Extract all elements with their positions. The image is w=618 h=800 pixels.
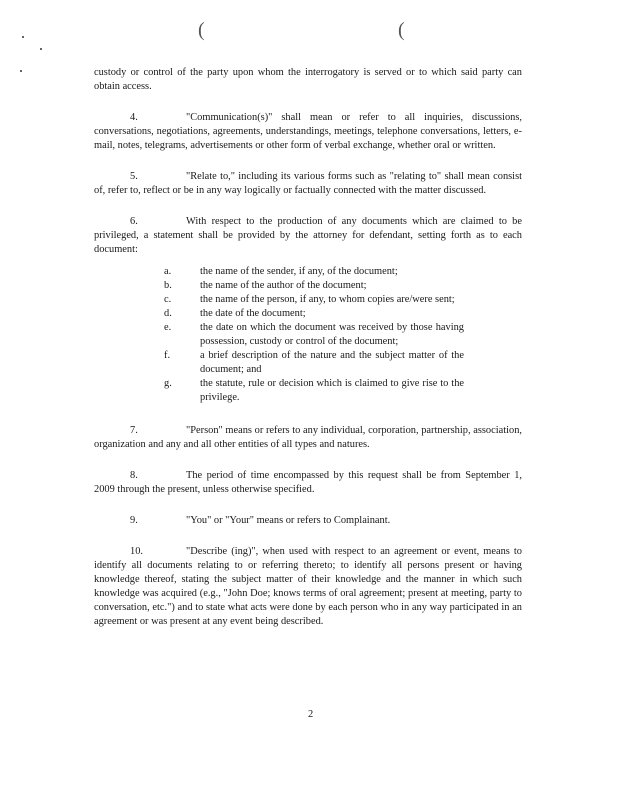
- list-item: f. a brief description of the nature and the subject matter of the document; and: [164, 350, 464, 375]
- list-item: a. the name of the sender, if any, of the document;: [164, 266, 398, 277]
- intro-paragraph: custody or control of the party upon whom the interrogatory is served or to which said party can obtain access.: [94, 67, 522, 92]
- definition-paragraph-7: [94, 424, 522, 452]
- list-item: d. the date of the document;: [164, 308, 306, 319]
- paragraph-text: "You" or "Your" means or refers to Complainant.: [186, 515, 391, 526]
- paragraph-text: "Describe (ing)", when used with respect to an agreement or event, means to identify all documents relating to or referring thereto; to identify all persons present or having knowledge thereof, stating the subject matter of their knowledge and the manner in which such knowledge was acquired (e.g., "John Doe; knows terms of oral agreement; present at meeting, party to conversation, etc.") and to state what acts were done by each person who in any way participated in an agreement or was present at any event being described.: [94, 546, 522, 627]
- page-number: 2: [308, 709, 314, 720]
- scan-mark-right: (: [398, 19, 405, 41]
- document-body: [94, 66, 522, 646]
- scan-mark-left: (: [198, 19, 205, 41]
- paragraph-text: The period of time encompassed by this request shall be from September 1, 2009 through the present, unless otherwise specified.: [94, 470, 522, 495]
- list-item: e. the date on which the document was received by those having possession, custody or control of the document;: [164, 322, 464, 347]
- paragraph-number: 5.: [130, 171, 138, 182]
- scan-speck: [22, 36, 24, 38]
- list-item: b. the name of the author of the document;: [164, 280, 367, 291]
- paragraph-number: 7.: [130, 425, 138, 436]
- paragraph-number: 10.: [130, 546, 143, 557]
- definition-paragraph-4: [94, 111, 522, 153]
- definition-paragraph-5: [94, 170, 522, 198]
- paragraph-text: With respect to the production of any documents which are claimed to be privileged, a statement shall be provided by the attorney for defendant, setting forth as to each document:: [94, 216, 522, 255]
- paragraph-number: 4.: [130, 112, 138, 123]
- paragraph-number: 6.: [130, 216, 138, 227]
- definition-paragraph-8: [94, 469, 522, 497]
- paragraph-text: "Relate to," including its various forms such as "relating to" shall mean consist of, refer to, reflect or be in any way logically or factually connected with the matter discussed.: [94, 171, 522, 196]
- paragraph-text: "Person" means or refers to any individual, corporation, partnership, association, organization and any and all other entities of all types and natures.: [94, 425, 522, 450]
- paragraph-number: 9.: [130, 515, 138, 526]
- scan-speck: [40, 48, 42, 50]
- paragraph-text: "Communication(s)" shall mean or refer to all inquiries, discussions, conversations, negotiations, agreements, understandings, meetings, telephone conversations, letters, e-mail, notes, telegrams, advertisements or other form of verbal exchange, whether oral or written.: [94, 112, 522, 151]
- definition-paragraph-10: [94, 545, 522, 629]
- definition-paragraph-9: [94, 514, 522, 528]
- list-item: g. the statute, rule or decision which is claimed to give rise to the privilege.: [164, 378, 464, 403]
- paragraph-number: 8.: [130, 470, 138, 481]
- privilege-list: [94, 265, 522, 405]
- list-item: c. the name of the person, if any, to whom copies are/were sent;: [164, 294, 455, 305]
- definition-paragraph-6: [94, 215, 522, 257]
- scan-speck: [20, 70, 22, 72]
